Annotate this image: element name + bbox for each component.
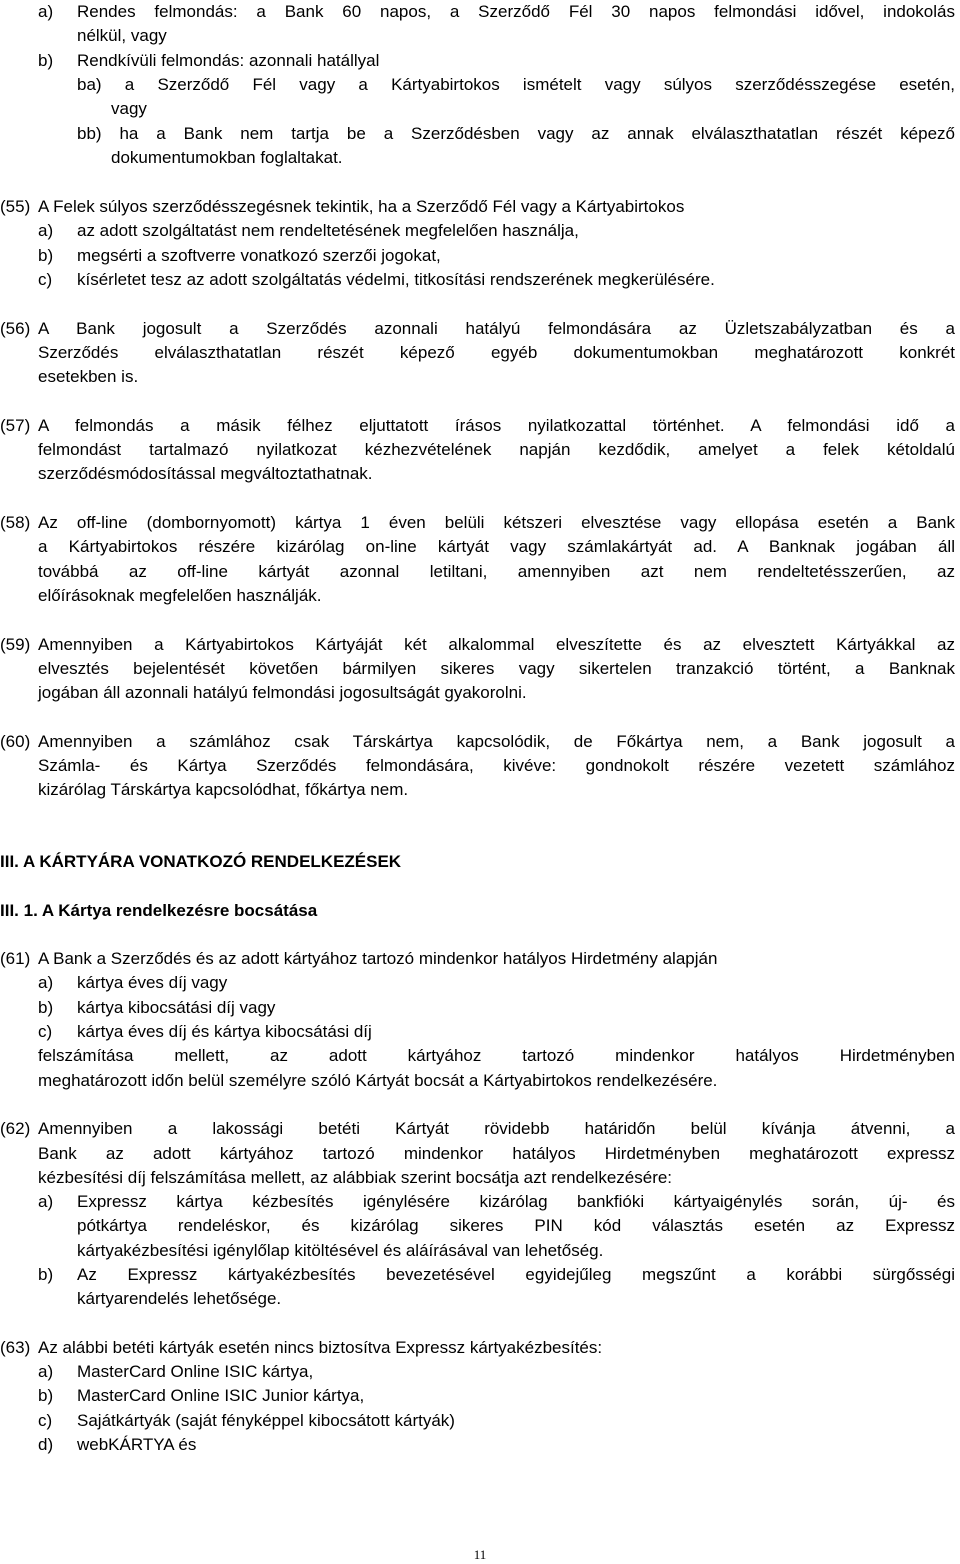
text-line: Bank az adott kártyához tartozó mindenkor hatályos Hirdetményben meghatározott expressz [38,1144,955,1163]
text-line: kártyakézbesítési igénylőlap kitöltésével és aláírásával van lehetőség. [77,1241,604,1260]
list-marker: a) [38,1362,54,1381]
list-marker: b) [38,1386,54,1405]
list-item: webKÁRTYA és [77,1435,197,1454]
text-line: meghatározott időn belül személyre szóló Kártyát bocsát a Kártyabirtokos rendelkezésére. [38,1071,718,1090]
text-line: elvesztés bejelentését követően bármilyen sikeres vagy sikertelen tranzakció történt, a Banknak [38,659,955,678]
text-line: Az Expressz kártyakézbesítés bevezetésével egyidejűleg megszűnt a korábbi sürgősségi [77,1265,955,1284]
list-item: kártya éves díj és kártya kibocsátási díj [77,1022,372,1041]
paragraph-number: (62) [0,1119,31,1138]
list-marker: c) [38,1411,53,1430]
list-item: MasterCard Online ISIC kártya, [77,1362,314,1381]
text-line: továbbá az off-line kártyát azonnal letiltani, amennyiben azt nem rendeltetésszerűen, az [38,562,955,581]
list-item: kísérletet tesz az adott szolgáltatás védelmi, titkosítási rendszerének megkerülésére. [77,270,715,289]
paragraph-number: (60) [0,732,31,751]
paragraph-number: (58) [0,513,31,532]
text-line: Az alábbi betéti kártyák esetén nincs biztosítva Expressz kártyakézbesítés: [38,1338,603,1357]
text-line: A felmondás a másik félhez eljuttatott írásos nyilatkozattal történhet. A felmondási idő a [38,416,955,435]
text-line: kizárólag Társkártya kapcsolódhat, főkártya nem. [38,780,409,799]
text-line: A Bank a Szerződés és az adott kártyához tartozó mindenkor hatályos Hirdetmény alapján [38,949,718,968]
list-marker: d) [38,1435,54,1454]
list-marker: b) [38,51,54,70]
text-line: kártyarendelés lehetősége. [77,1289,282,1308]
list-item: Sajátkártyák (saját fényképpel kibocsátott kártyák) [77,1411,455,1430]
text-line: Szerződés elválaszthatatlan részét képező egyéb dokumentumokban meghatározott konkrét [38,343,955,362]
subsection-title: III. 1. A Kártya rendelkezésre bocsátása [0,901,318,920]
text-line: Amennyiben a számlához csak Társkártya kapcsolódik, de Főkártya nem, a Bank jogosult a [38,732,955,751]
list-marker: a) [38,973,54,992]
list-marker: b) [38,1265,54,1284]
list-item: kártya éves díj vagy [77,973,228,992]
text-line: Számla- és Kártya Szerződés felmondására, kivéve: gondnokolt részére vezetett számlához [38,756,955,775]
list-item: kártya kibocsátási díj vagy [77,998,276,1017]
list-marker: b) [38,998,54,1017]
text-line: Amennyiben a lakossági betéti Kártyát rövidebb határidőn belül kívánja átvenni, a [38,1119,955,1138]
list-item: megsérti a szoftverre vonatkozó szerzői jogokat, [77,246,441,265]
paragraph-number: (63) [0,1338,31,1357]
text-line: kézbesítési díj felszámítása mellett, az alábbiak szerint bocsátja azt rendelkezésére: [38,1168,673,1187]
list-marker: c) [38,1022,53,1041]
list-marker: c) [38,270,53,289]
paragraph-number: (56) [0,319,31,338]
text-line: Az off-line (dombornyomott) kártya 1 éven belüli kétszeri elvesztése vagy ellopása esetén a Bank [38,513,955,532]
paragraph-number: (57) [0,416,31,435]
text-line: nélkül, vagy [77,26,167,45]
list-marker: a) [38,2,54,21]
text-line: esetekben is. [38,367,139,386]
paragraph-number: (59) [0,635,31,654]
text-line: előírásoknak megfelelően használják. [38,586,322,605]
page-number: 11 [473,1547,487,1562]
text-line: A Bank jogosult a Szerződés azonnali hatályú felmondására az Üzletszabályzatban és a [38,319,955,338]
text-line: A Felek súlyos szerződésszegésnek tekintik, ha a Szerződő Fél vagy a Kártyabirtokos [38,197,685,216]
text-line: Rendkívüli felmondás: azonnali hatállyal [77,51,380,70]
list-item: az adott szolgáltatást nem rendeltetésének megfelelően használja, [77,221,579,240]
paragraph-number: (61) [0,949,31,968]
text-line: felmondást tartalmazó nyilatkozat kézhezvételének napján kezdődik, amelyet a felek kétoldalú [38,440,955,459]
text-line: dokumentumokban foglaltakat. [111,148,343,167]
text-line: pótkártya rendeléskor, és kizárólag sikeres PIN kód választás esetén az Expressz [77,1216,955,1235]
text-line: felszámítása mellett, az adott kártyához tartozó mindenkor hatályos Hirdetményben [38,1046,955,1065]
text-line: Rendes felmondás: a Bank 60 napos, a Szerződő Fél 30 napos felmondási idővel, indokolás [77,2,955,21]
list-marker: a) [38,221,54,240]
text-line: jogában áll azonnali hatályú felmondási jogosultságát gyakorolni. [38,683,527,702]
text-line: bb) ha a Bank nem tartja be a Szerződésben vagy az annak elválaszthatatlan részét képező [77,124,955,143]
list-marker: a) [38,1192,54,1211]
text-line: Amennyiben a Kártyabirtokos Kártyáját két alkalommal elveszítette és az elvesztett Kártyákkal az [38,635,955,654]
paragraph-number: (55) [0,197,31,216]
text-line: a Kártyabirtokos részére kizárólag on-line kártyát vagy számlakártyát ad. A Banknak jogában áll [38,537,955,556]
section-title: III. A KÁRTYÁRA VONATKOZÓ RENDELKEZÉSEK [0,852,402,871]
list-marker: b) [38,246,54,265]
text-line: ba) a Szerződő Fél vagy a Kártyabirtokos ismételt vagy súlyos szerződésszegése esetén, [77,75,955,94]
text-line: szerződésmódosítással megváltoztathatnak. [38,464,373,483]
list-item: MasterCard Online ISIC Junior kártya, [77,1386,365,1405]
text-line: Expressz kártya kézbesítés igénylésére kizárólag bankfióki kártyaigénylés során, új- és [77,1192,955,1211]
text-line: vagy [111,99,147,118]
